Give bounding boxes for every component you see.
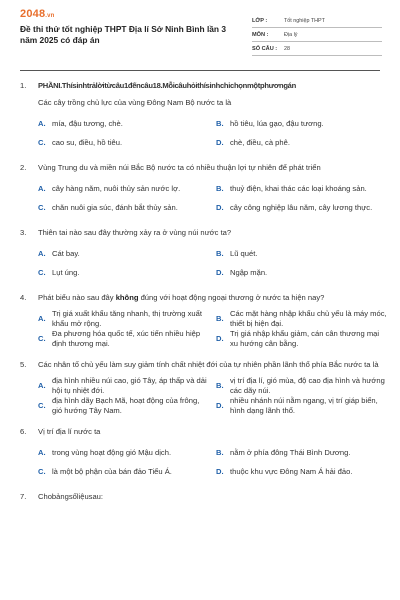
question-7 (20, 491, 382, 502)
option-letter: D. (216, 202, 224, 212)
option-letter: C. (38, 401, 46, 410)
option-letter: B. (216, 381, 224, 390)
option-letter: C. (38, 137, 46, 147)
option-letter: B. (216, 248, 224, 258)
option-letter: C. (38, 267, 46, 277)
meta-row-class (252, 14, 382, 28)
document-meta-box (252, 14, 382, 56)
option-a[interactable] (38, 179, 210, 198)
option-text: hồ tiêu, lúa gạo, đậu tương. (230, 118, 324, 128)
option-c[interactable] (38, 133, 210, 152)
option-b[interactable] (216, 114, 388, 133)
option-letter: A. (38, 183, 46, 193)
option-text: nằm ở phía đông Thái Bình Dương. (230, 447, 351, 457)
option-text: là một bộ phận của bán đảo Tiểu Á. (52, 466, 172, 476)
option-text: chè, điều, cà phê. (230, 137, 290, 147)
option-c[interactable] (38, 396, 210, 416)
option-text: cao su, điều, hồ tiêu. (52, 137, 123, 147)
question-number: 6. (20, 427, 27, 436)
meta-row-question-count (252, 42, 382, 56)
meta-value: 28 (284, 45, 290, 52)
option-b[interactable] (216, 179, 388, 198)
section-instruction: PHẦNI.Thísinhtrảlờitừcâu1đếncâu18.Mỗicâuhỏithísinhchichọnmộtphươngán (38, 81, 296, 90)
option-a[interactable] (38, 244, 210, 263)
option-text: Ngập mặn. (230, 267, 268, 277)
meta-label: SỐ CÂU : (252, 45, 278, 52)
header-divider (20, 70, 380, 71)
question-text: Chobảngsốliệusau: (38, 492, 104, 501)
question-number: 7. (20, 492, 27, 501)
option-text: cây hàng năm, nuôi thủy sản nước lợ. (52, 183, 181, 193)
option-d[interactable] (216, 329, 388, 349)
option-letter: C. (38, 466, 46, 476)
option-text: mía, đậu tương, chè. (52, 118, 123, 128)
option-text: cây công nghiệp lâu năm, cây lương thực. (230, 202, 373, 212)
option-a[interactable] (38, 114, 210, 133)
option-letter: A. (38, 381, 46, 390)
question-text: Vị trí địa lí nước ta (38, 427, 101, 436)
meta-value: Địa lý (284, 31, 298, 38)
option-c[interactable] (38, 198, 210, 217)
question-number: 5. (20, 360, 27, 369)
option-letter: A. (38, 447, 46, 457)
option-text: Lụt úng. (52, 267, 80, 277)
option-letter: B. (216, 183, 224, 193)
option-a[interactable] (38, 443, 210, 462)
option-b[interactable] (216, 309, 388, 329)
option-text: Lũ quét. (230, 248, 258, 258)
option-c[interactable] (38, 263, 210, 282)
document-title: Đề thi thử tốt nghiệp THPT Địa lí Sở Ninh Bình lần 3 năm 2025 có đáp án (20, 24, 227, 45)
option-a[interactable] (38, 309, 210, 329)
option-d[interactable] (216, 396, 388, 416)
answer-options (20, 244, 382, 282)
option-letter: B. (216, 314, 224, 323)
question-text: Thiên tai nào sau đây thường xảy ra ở vùng núi nước ta? (38, 228, 232, 237)
option-text: thuỷ điện, khai thác các loại khoáng sản. (230, 183, 367, 193)
question-number: 3. (20, 228, 27, 237)
option-letter: A. (38, 314, 46, 323)
option-letter: B. (216, 118, 224, 128)
question-text: Vùng Trung du và miền núi Bắc Bộ nước ta có nhiều thuận lợi tự nhiên để phát triển (38, 163, 321, 172)
option-d[interactable] (216, 263, 388, 282)
answer-options (20, 309, 387, 349)
option-text: vị trí địa lí, gió mùa, độ cao địa hình và hướng các dãy núi. (230, 376, 385, 395)
option-text: địa hình dãy Bạch Mã, hoạt động của frông, gió hướng Tây Nam. (52, 396, 200, 415)
option-letter: C. (38, 202, 46, 212)
question-5 (20, 359, 385, 416)
option-text: Cát bay. (52, 248, 80, 258)
option-text: thuộc khu vực Đông Nam Á hải đảo. (230, 466, 353, 476)
emphasis-not: không (115, 293, 139, 302)
option-letter: D. (216, 466, 224, 476)
option-d[interactable] (216, 133, 388, 152)
option-c[interactable] (38, 329, 210, 349)
question-text: Các cây trồng chủ lực của vùng Đông Nam Bộ nước ta là (38, 98, 232, 107)
question-number: 4. (20, 293, 27, 302)
option-c[interactable] (38, 462, 210, 481)
option-text: nhiều nhánh núi nằm ngang, vị trí giáp biển, hình dạng lãnh thổ. (230, 396, 378, 415)
option-text: trong vùng hoạt động gió Mậu dịch. (52, 447, 172, 457)
question-text: Các nhân tố chủ yếu làm suy giảm tính chất nhiệt đới của tự nhiên phần lãnh thổ phía Bắc nước ta là (38, 360, 379, 369)
option-b[interactable] (216, 443, 388, 462)
option-letter: C. (38, 334, 46, 343)
option-letter: A. (38, 118, 46, 128)
answer-options (20, 376, 385, 416)
option-text: chăn nuôi gia súc, đánh bắt thủy sản. (52, 202, 178, 212)
option-d[interactable] (216, 462, 388, 481)
option-b[interactable] (216, 244, 388, 263)
option-letter: D. (216, 401, 224, 410)
option-letter: A. (38, 248, 46, 258)
option-letter: D. (216, 137, 224, 147)
option-d[interactable] (216, 198, 388, 217)
answer-options (20, 443, 382, 481)
option-letter: D. (216, 267, 224, 277)
question-number: 1. (20, 81, 27, 90)
question-2 (20, 162, 382, 217)
question-6 (20, 426, 382, 481)
meta-row-subject (252, 28, 382, 42)
option-text: Các mặt hàng nhập khẩu chủ yếu là máy móc, thiết bị hiện đại. (230, 309, 387, 328)
meta-label: MÔN : (252, 31, 269, 38)
option-text: Trị giá nhập khẩu giảm, cán cân thương mại xu hướng cân bằng. (230, 329, 380, 348)
option-text: Đa phương hóa quốc tế, xúc tiến nhiều hiệp định thương mại. (52, 329, 201, 348)
option-text: Trị giá xuất khẩu tăng nhanh, thị trường xuất khẩu mở rộng. (52, 309, 202, 328)
question-4 (20, 292, 387, 349)
option-a[interactable] (38, 376, 210, 396)
option-letter: B. (216, 447, 224, 457)
site-logo[interactable]: 2048.vn (20, 8, 55, 20)
meta-label: LỚP : (252, 17, 268, 24)
question-list (20, 80, 387, 512)
answer-options (20, 114, 382, 152)
question-text: Phát biểu nào sau đây không đúng với hoạt động ngoại thương ở nước ta hiện nay? (38, 293, 325, 302)
question-number: 2. (20, 163, 27, 172)
question-3 (20, 227, 382, 282)
question-1 (20, 80, 382, 152)
option-text: địa hình nhiều núi cao, gió Tây, áp thấp và dải hội tụ nhiệt đới. (52, 376, 207, 395)
option-letter: D. (216, 334, 224, 343)
meta-value: Tốt nghiệp THPT (284, 17, 325, 24)
answer-options (20, 179, 382, 217)
option-b[interactable] (216, 376, 388, 396)
